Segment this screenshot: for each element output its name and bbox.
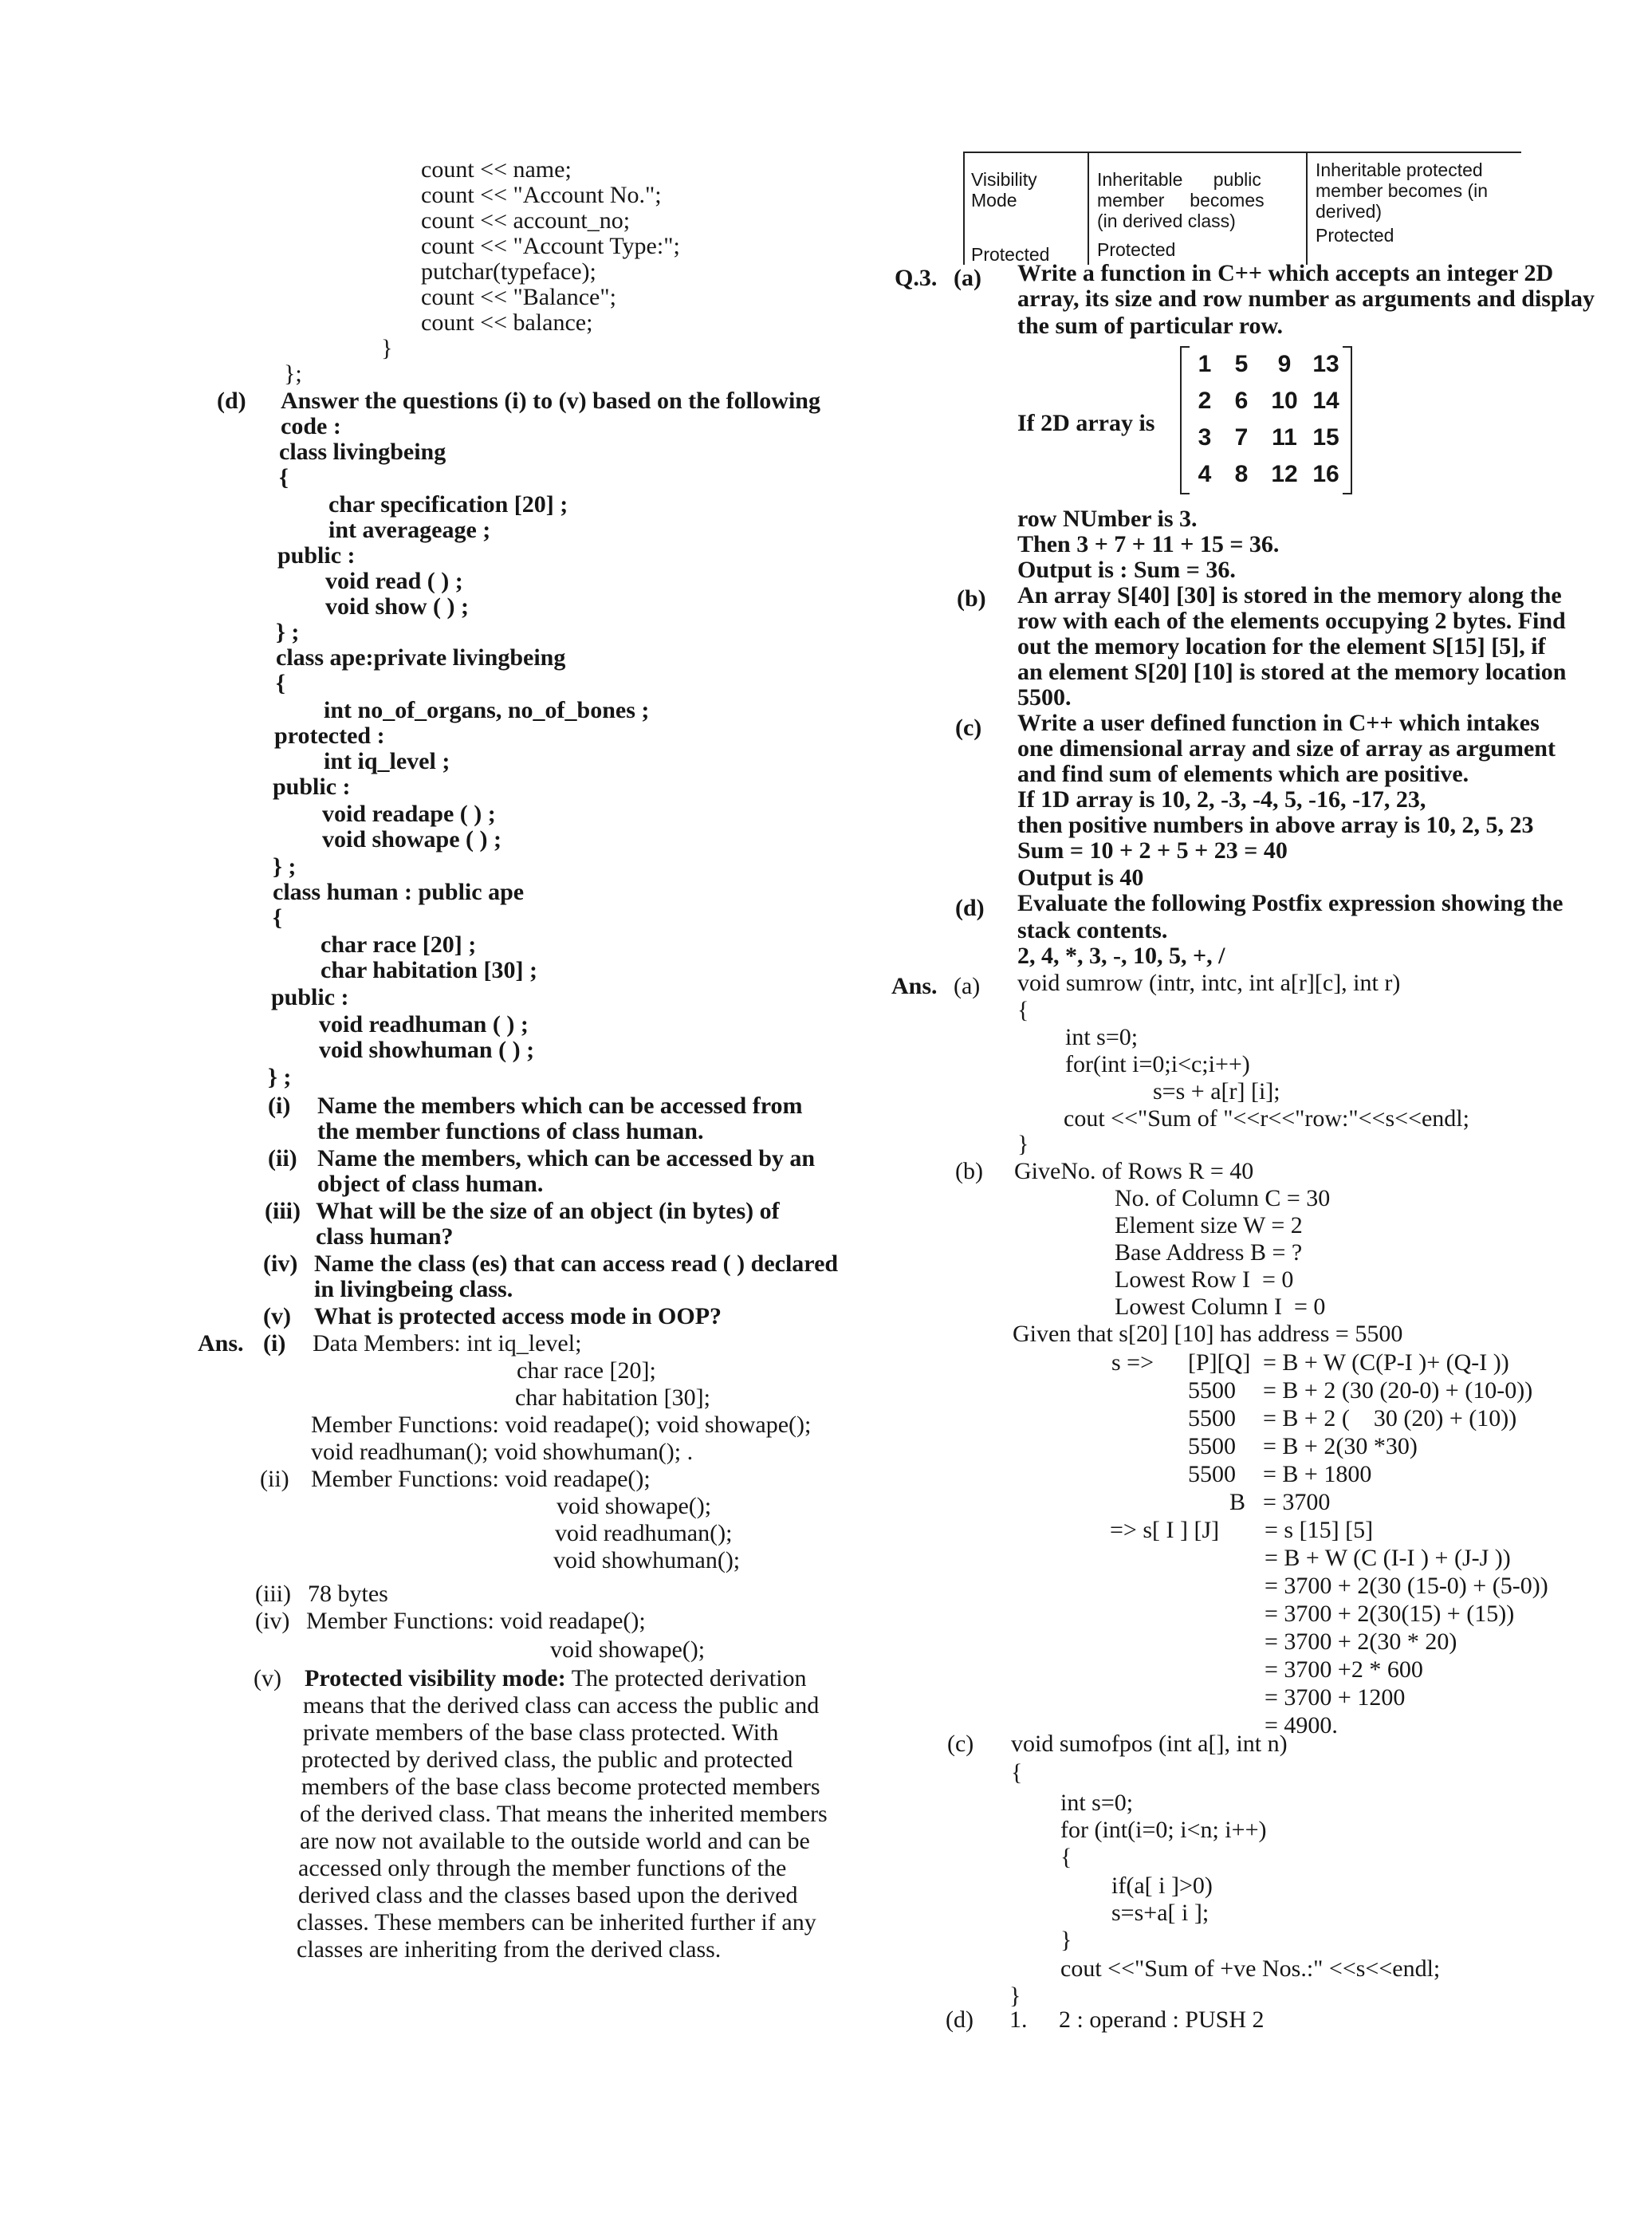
q3a-text: Write a function in C++ which accepts an integer 2D xyxy=(1017,260,1554,286)
table-cell: (in derived class) xyxy=(1097,211,1236,231)
answer-text: members of the base class become protected members xyxy=(301,1774,820,1800)
code-line: int iq_level ; xyxy=(324,748,450,774)
answer-num: (c) xyxy=(947,1731,974,1757)
code-line: { xyxy=(276,670,285,696)
answer-num: (i) xyxy=(263,1330,286,1357)
code-line: char habitation [30] ; xyxy=(321,957,537,983)
code-line: count << name; xyxy=(421,156,572,183)
matrix-cell: 1 xyxy=(1198,351,1212,377)
visibility-table xyxy=(963,152,1521,265)
calc-right: = B + 2(30 *30) xyxy=(1263,1433,1418,1459)
answer-text: classes are inheriting from the derived class. xyxy=(297,1936,722,1963)
code-line: void readhuman ( ) ; xyxy=(319,1011,529,1038)
question-label-b: (b) xyxy=(957,585,986,612)
code-line: } xyxy=(1060,1927,1072,1953)
matrix-cell: 2 xyxy=(1198,388,1212,414)
matrix-cell: 11 xyxy=(1272,424,1297,451)
table-cell: Visibility xyxy=(971,169,1037,190)
code-line: count << "Account No."; xyxy=(421,182,662,208)
q3c-text: one dimensional array and size of array as argument xyxy=(1017,735,1556,762)
answer-text: Lowest Row I = 0 xyxy=(1115,1266,1294,1293)
code-line: cout <<"Sum of "<<r<<"row:"<<s<<endl; xyxy=(1064,1105,1469,1132)
code-line: int s=0; xyxy=(1060,1790,1134,1816)
subquestion-num: (ii) xyxy=(268,1145,297,1172)
table-cell: Inheritable protected xyxy=(1316,159,1483,180)
question-d-text: Answer the questions (i) to (v) based on the following xyxy=(281,388,820,414)
code-line: { xyxy=(1011,1759,1023,1786)
matrix-cell: 8 xyxy=(1234,461,1249,487)
q3c-text: Sum = 10 + 2 + 5 + 23 = 40 xyxy=(1017,837,1288,864)
calc-right: = 3700 + 2(30 * 20) xyxy=(1265,1628,1457,1655)
code-line: }; xyxy=(284,360,302,387)
calc-right: = 3700 +2 * 600 xyxy=(1265,1656,1423,1683)
code-line: int s=0; xyxy=(1065,1024,1139,1050)
code-line: } xyxy=(1017,1131,1029,1157)
answer-text: means that the derived class can access the public and xyxy=(303,1692,820,1719)
answer-text: Member Functions: void readape(); xyxy=(306,1608,646,1634)
question-label-a: (a) xyxy=(954,265,981,291)
answer-text: void showape(); xyxy=(550,1636,706,1663)
answer-text: classes. These members can be inherited further if any xyxy=(297,1909,816,1935)
matrix-cell: 15 xyxy=(1312,424,1339,451)
answer-num: (iii) xyxy=(255,1581,291,1607)
code-line: void read ( ) ; xyxy=(325,568,463,594)
subquestion-num: (i) xyxy=(268,1093,291,1119)
code-line: public : xyxy=(273,774,351,800)
calc-right: = 3700 xyxy=(1263,1489,1331,1515)
calc-mid: B xyxy=(1229,1489,1246,1515)
answer-text: void readhuman(); void showhuman(); . xyxy=(311,1439,694,1465)
matrix-cell: 5 xyxy=(1234,351,1249,377)
code-line: } ; xyxy=(268,1064,292,1090)
question-d-text: code : xyxy=(281,413,341,439)
matrix xyxy=(1180,346,1352,494)
question-label-q3: Q.3. xyxy=(895,265,938,291)
matrix-label: If 2D array is xyxy=(1017,410,1155,436)
answer-label: Ans. xyxy=(891,973,938,999)
subquestion-text: What will be the size of an object (in bytes) of xyxy=(316,1198,780,1224)
calc-mid: [P][Q] xyxy=(1188,1349,1251,1376)
subquestion-text: Name the members, which can be accessed by an xyxy=(317,1145,816,1172)
matrix-cell: 4 xyxy=(1198,461,1212,487)
code-line: void sumrow (intr, intc, int a[r][c], int r) xyxy=(1017,970,1401,996)
calc-mid: 5500 xyxy=(1188,1405,1236,1431)
q3a-text: Then 3 + 7 + 11 + 15 = 36. xyxy=(1017,531,1280,557)
code-line: void showhuman ( ) ; xyxy=(319,1037,535,1063)
matrix-cell: 16 xyxy=(1312,461,1339,487)
table-cell: Protected xyxy=(1097,239,1176,260)
answer-num: (iv) xyxy=(255,1608,290,1634)
calc-right: = 3700 + 1200 xyxy=(1265,1684,1406,1711)
answer-text: The protected derivation xyxy=(571,1665,807,1691)
answer-text: Lowest Column I = 0 xyxy=(1115,1294,1326,1320)
answer-text: char habitation [30]; xyxy=(515,1384,710,1411)
answer-text: void readhuman(); xyxy=(555,1520,733,1546)
calc-right: = B + 2 ( 30 (20) + (10)) xyxy=(1263,1405,1517,1431)
subquestion-num: (iv) xyxy=(263,1250,298,1277)
q3a-text: array, its size and row number as arguments and display xyxy=(1017,285,1595,312)
q3c-text: then positive numbers in above array is 10, 2, 5, 23 xyxy=(1017,812,1534,838)
code-line: if(a[ i ]>0) xyxy=(1111,1872,1213,1899)
answer-bold: Protected visibility mode: xyxy=(305,1665,566,1691)
table-cell: Protected xyxy=(1316,225,1394,246)
q3d-text: stack contents. xyxy=(1017,917,1168,943)
answer-text: Element size W = 2 xyxy=(1115,1212,1303,1238)
subquestion-text: object of class human. xyxy=(317,1171,544,1197)
code-line: { xyxy=(1060,1844,1072,1870)
calc-right: = s [15] [5] xyxy=(1265,1517,1374,1543)
answer-text: are now not available to the outside world and can be xyxy=(300,1828,810,1854)
calc-right: = B + W (C (I-I ) + (J-J )) xyxy=(1265,1545,1511,1571)
q3c-text: and find sum of elements which are positive. xyxy=(1017,761,1469,787)
q3b-text: out the memory location for the element S[15] [5], if xyxy=(1017,633,1546,660)
code-line: int no_of_organs, no_of_bones ; xyxy=(324,697,650,723)
calc-right: = 3700 + 2(30(15) + (15)) xyxy=(1265,1601,1515,1627)
code-line: protected : xyxy=(274,723,385,749)
subquestion-text: class human? xyxy=(316,1223,454,1250)
code-line: } xyxy=(1009,1983,1021,2009)
code-line: int averageage ; xyxy=(328,517,491,543)
code-line: void readape ( ) ; xyxy=(322,801,496,827)
subquestion-num: (v) xyxy=(263,1303,291,1329)
answer-text: 2 : operand : PUSH 2 xyxy=(1059,2006,1265,2033)
answer-text: char race [20]; xyxy=(517,1357,656,1384)
calc-right: = B + 2 (30 (20-0) + (10-0)) xyxy=(1263,1377,1533,1404)
answer-text: Member Functions: void readape(); xyxy=(311,1466,651,1492)
q3b-text: an element S[20] [10] is stored at the memory location xyxy=(1017,659,1567,685)
q3b-text: An array S[40] [30] is stored in the memory along the xyxy=(1017,582,1562,608)
calc-mid: 5500 xyxy=(1188,1461,1236,1487)
answer-label: Ans. xyxy=(198,1330,244,1357)
code-line: for (int(i=0; i<n; i++) xyxy=(1060,1817,1267,1843)
calc-right: = 3700 + 2(30 (15-0) + (5-0)) xyxy=(1265,1573,1548,1599)
table-cell: Protected xyxy=(971,244,1050,265)
q3c-text: Output is 40 xyxy=(1017,864,1144,891)
answer-text: of the derived class. That means the inherited members xyxy=(300,1801,828,1827)
calc-left: s => xyxy=(1111,1349,1154,1376)
subquestion-text: Name the class (es) that can access read ( ) declared xyxy=(314,1250,839,1277)
answer-text: No. of Column C = 30 xyxy=(1115,1185,1331,1211)
code-line: count << "Account Type:"; xyxy=(421,233,680,259)
code-line: putchar(typeface); xyxy=(421,258,596,285)
calc-mid: 5500 xyxy=(1188,1433,1236,1459)
table-cell: Inheritable public xyxy=(1097,169,1261,190)
code-line: void sumofpos (int a[], int n) xyxy=(1011,1731,1288,1757)
q3b-text: row with each of the elements occupying 2 bytes. Find xyxy=(1017,608,1566,634)
q3c-text: Write a user defined function in C++ which intakes xyxy=(1017,710,1540,736)
code-line: public : xyxy=(271,984,349,1010)
q3a-text: Output is : Sum = 36. xyxy=(1017,557,1236,583)
answer-text: derived class and the classes based upon the derived xyxy=(298,1882,798,1908)
table-cell: Mode xyxy=(971,190,1017,211)
code-line: for(int i=0;i<c;i++) xyxy=(1065,1051,1250,1077)
answer-num: (v) xyxy=(254,1665,281,1691)
q3d-text: Evaluate the following Postfix expression showing the xyxy=(1017,890,1564,916)
answer-text: Base Address B = ? xyxy=(1115,1239,1303,1266)
code-line: void showape ( ) ; xyxy=(322,826,502,853)
code-line: { xyxy=(273,904,282,931)
calc-mid: 5500 xyxy=(1188,1377,1236,1404)
code-line: } ; xyxy=(273,853,297,880)
answer-num: (a) xyxy=(954,973,981,999)
matrix-cell: 14 xyxy=(1312,388,1339,414)
matrix-cell: 13 xyxy=(1312,351,1339,377)
code-line: s=s+a[ i ]; xyxy=(1111,1900,1210,1926)
table-cell: derived) xyxy=(1316,201,1383,222)
table-cell: member becomes (in xyxy=(1316,180,1489,201)
calc-right: = B + W (C(P-I )+ (Q-I )) xyxy=(1263,1349,1509,1376)
question-label-c: (c) xyxy=(955,715,982,741)
code-line: cout <<"Sum of +ve Nos.:" <<s<<endl; xyxy=(1060,1955,1441,1982)
code-line: } ; xyxy=(276,619,300,645)
code-line: char race [20] ; xyxy=(321,931,477,958)
q3b-text: 5500. xyxy=(1017,684,1072,711)
matrix-cell: 7 xyxy=(1234,424,1249,451)
code-line: { xyxy=(279,464,289,490)
code-line: public : xyxy=(277,542,356,569)
table-cell: member becomes xyxy=(1097,190,1265,211)
answer-num: (ii) xyxy=(260,1466,289,1492)
q3a-text: the sum of particular row. xyxy=(1017,313,1284,339)
code-line: { xyxy=(1017,997,1029,1023)
answer-text xyxy=(305,1665,807,1692)
matrix-cell: 3 xyxy=(1198,424,1212,451)
answer-text: 78 bytes xyxy=(308,1581,388,1607)
code-line: char specification [20] ; xyxy=(328,491,568,518)
answer-text: void showhuman(); xyxy=(553,1547,741,1573)
code-line: class livingbeing xyxy=(279,439,446,465)
matrix-cell: 9 xyxy=(1277,351,1292,377)
matrix-cell: 10 xyxy=(1271,388,1298,414)
code-line: class human : public ape xyxy=(273,879,525,905)
subquestion-num: (iii) xyxy=(265,1198,301,1224)
question-label-d: (d) xyxy=(217,388,246,414)
answer-num: (d) xyxy=(946,2006,974,2033)
subquestion-text: What is protected access mode in OOP? xyxy=(314,1303,722,1329)
answer-text: private members of the base class protected. With xyxy=(303,1719,779,1746)
answer-text: void showape(); xyxy=(557,1493,712,1519)
answer-text: GiveNo. of Rows R = 40 xyxy=(1014,1158,1254,1184)
code-line: count << balance; xyxy=(421,309,593,336)
matrix-cell: 6 xyxy=(1234,388,1249,414)
subquestion-text: in livingbeing class. xyxy=(314,1276,513,1302)
calc-right: = B + 1800 xyxy=(1263,1461,1372,1487)
answer-num: (b) xyxy=(955,1158,983,1184)
matrix-cell: 12 xyxy=(1271,461,1298,487)
answer-text: accessed only through the member functions of the xyxy=(298,1855,787,1881)
answer-step-num: 1. xyxy=(1009,2006,1028,2033)
subquestion-text: the member functions of class human. xyxy=(317,1118,704,1144)
code-line: void show ( ) ; xyxy=(325,593,470,620)
q3c-text: If 1D array is 10, 2, -3, -4, 5, -16, -17, 23, xyxy=(1017,786,1426,813)
answer-text: protected by derived class, the public and protected xyxy=(301,1746,793,1773)
answer-text: Given that s[20] [10] has address = 5500 xyxy=(1013,1321,1403,1347)
code-line: count << account_no; xyxy=(421,207,631,234)
q3a-text: row NUmber is 3. xyxy=(1017,506,1198,532)
subquestion-text: Name the members which can be accessed from xyxy=(317,1093,803,1119)
code-line: s=s + a[r] [i]; xyxy=(1153,1078,1280,1105)
calc-right: = 4900. xyxy=(1265,1712,1338,1739)
code-line: } xyxy=(381,335,393,361)
question-label-d: (d) xyxy=(955,895,985,921)
answer-text: Data Members: int iq_level; xyxy=(313,1330,582,1357)
code-line: count << "Balance"; xyxy=(421,284,616,310)
code-line: class ape:private livingbeing xyxy=(276,644,566,671)
answer-text: Member Functions: void readape(); void showape(); xyxy=(311,1412,812,1438)
q3d-text: 2, 4, *, 3, -, 10, 5, +, / xyxy=(1017,943,1225,969)
calc-left: => s[ I ] [J] xyxy=(1110,1517,1220,1543)
